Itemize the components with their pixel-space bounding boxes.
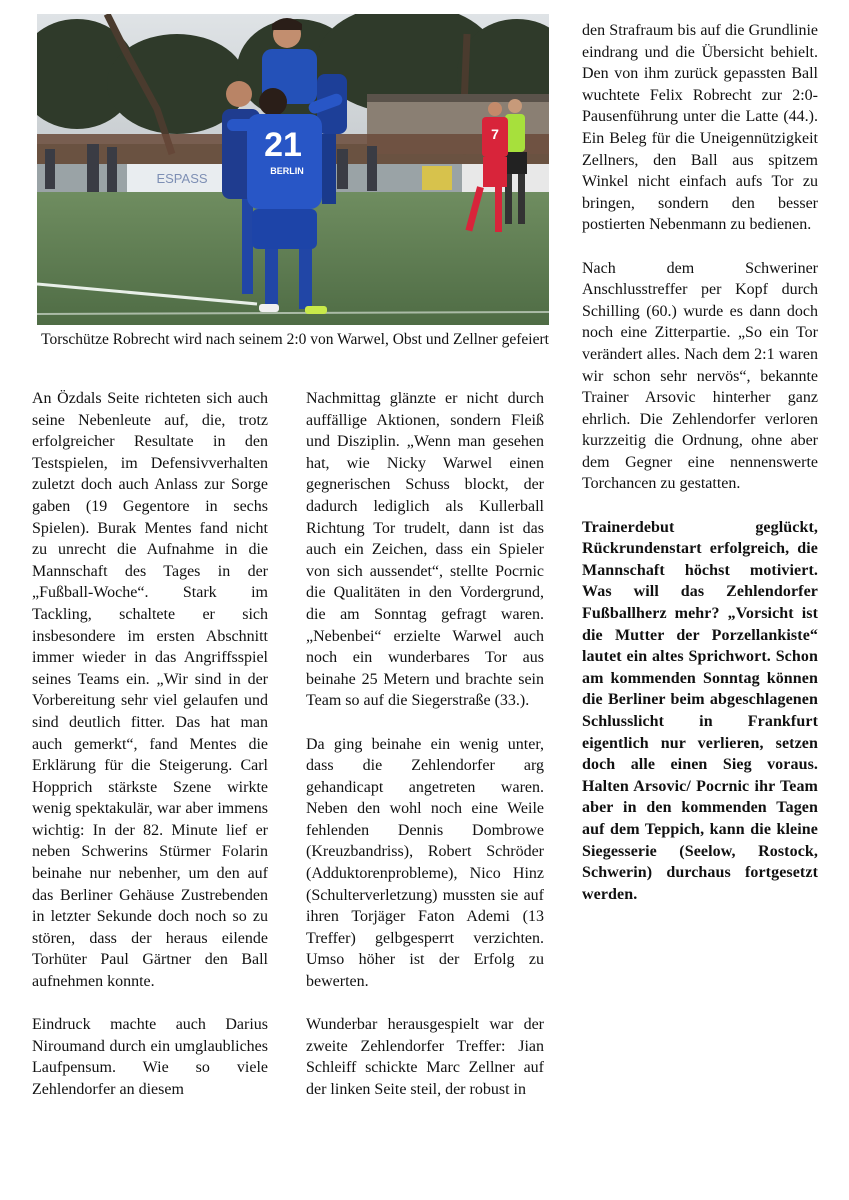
match-photo	[37, 14, 549, 325]
paragraph: Eindruck machte auch Darius Niroumand durch ein umglaubliches Laufpensum. Wie so viele Zehlendorfer an diesem	[32, 1016, 268, 1098]
paragraph: Da ging beinahe ein wenig unter, dass die Zehlendorfer arg gehandicapt angetreten waren. Neben den wohl noch eine Weile fehlenden Dennis Dombrowe (Kreuzbandriss), Robert Schröder (Adduktorenprobleme), Nico Hinz (Schulterverletzung) mussten sie auf ihren Torjäger Faton Ademi (13 Treffer) gelbgesperrt verzichten. Umso höher ist der Erfolg zu bewerten.	[306, 735, 544, 991]
paragraph: An Özdals Seite richteten sich auch seine Nebenleute auf, die, trotz erfolgreicher Resultate in den Testspielen, im Defensivverhalten zuletzt doch auch Anlass zur Sorge gaben (19 Gegentore in sechs Spielen). Burak Mentes fand nicht zu unrecht die Aufnahme in die Mannschaft des Tages in der „Fußball-Woche“. Stark im Tackling, schaltete er sich insbesondere im ersten Abschnitt immer wieder in das Angriffsspiel seines Teams ein. „Wir sind in der Vorbereitung sehr viel gelaufen und sind deutlich fitter. Das hat man auch gemerkt“, fand Mentes die Erklärung für die Steigerung. Carl Hopprich stärkste Szene wirkte wenig spektakulär, war aber immens wichtig: In der 82. Minute lief er neben Schwerins Stürmer Folarin beinahe nur nebenher, um den auf das Berliner Gehäuse Zustrebenden in letzter Sekunde doch noch so zu stören, dass der heraus eilende Torhüter Paul Gärtner den Ball aufnehmen konnte.	[32, 390, 268, 991]
celebration-photo-illustration	[37, 14, 549, 325]
photo-caption: Torschütze Robrecht wird nach seinem 2:0 von Warwel, Obst und Zellner gefeiert	[41, 331, 549, 348]
banner-text: ESPASS	[156, 171, 208, 186]
article-column-1	[32, 388, 268, 1122]
bold-conclusion-paragraph: Trainerdebut geglückt, Rückrundenstart erfolgreich, die Mannschaft höchst motiviert. Was will das Zehlendorfer Fußballherz mehr? „Vorsicht ist die Mutter der Porzellankiste“ lautet ein altes Sprichwort. Schon am kommenden Sonntag können die Berliner beim abgeschlagenen Schlusslicht in Frankfurt eigentlich nur verlieren, setzen doch alle einen Sieg voraus. Halten Arsovic/ Pocrnic ihr Team aber in den kommenden Tagen auf dem Teppich, kann die kleine Siegesserie (Seelow, Rostock, Schwerin) durchaus fortgesetzt werden.	[582, 518, 818, 903]
opponent-number: 7	[491, 126, 499, 142]
jersey-text: BERLIN	[270, 166, 304, 176]
paragraph: Nachmittag glänzte er nicht durch auffällige Aktionen, sondern Fleiß und Disziplin. „Wenn man gesehen hat, wie Nicky Warwel einen gegnerischen Schuss blockt, der dadurch lediglich als Kullerball Richtung Tor trudelt, dann ist das auch ein Zeichen, dass ein Spieler von sich aussendet“, stellte Pocrnic die Qualitäten in den Vordergrund, die am Sonntag gefragt waren. „Nebenbei“ erzielte Warwel auch noch ein wunderbares Tor aus beinahe 25 Metern und brachte sein Team so auf die Siegerstraße (33.).	[306, 390, 544, 710]
article-column-3	[582, 20, 818, 927]
paragraph: Wunderbar herausgespielt war der zweite Zehlendorfer Treffer: Jian Schleiff schickte Marc Zellner auf der linken Seite steil, der robust in	[306, 1016, 544, 1098]
article-column-2	[306, 388, 544, 1122]
jersey-number: 21	[264, 126, 302, 164]
paragraph: Nach dem Schweriner Anschlusstreffer per Kopf durch Schilling (60.) wurde es dann doch noch eine Zitterpartie. „So ein Tor verändert alles. Nach dem 2:1 waren wir schon sehr nervös“, bekannte Trainer Arsovic hinterher ganz ehrlich. Die Zehlendorfer verloren kurzzeitig die Ordnung, ohne aber dem Gegner eine nennenswerte Torchancen zu gestatten.	[582, 259, 818, 493]
paragraph: den Strafraum bis auf die Grundlinie eindrang und die Übersicht behielt. Den von ihm zurück gepassten Ball wuchtete Felix Robrecht zur 2:0-Pausenführung unter die Latte (44.). Ein Beleg für die Uneigennützigkeit Zellners, den Ball aus spitzem Winkel nicht einfach aufs Tor zu bringen, sondern den besser postierten Nebenmann zu bedienen.	[582, 22, 818, 234]
